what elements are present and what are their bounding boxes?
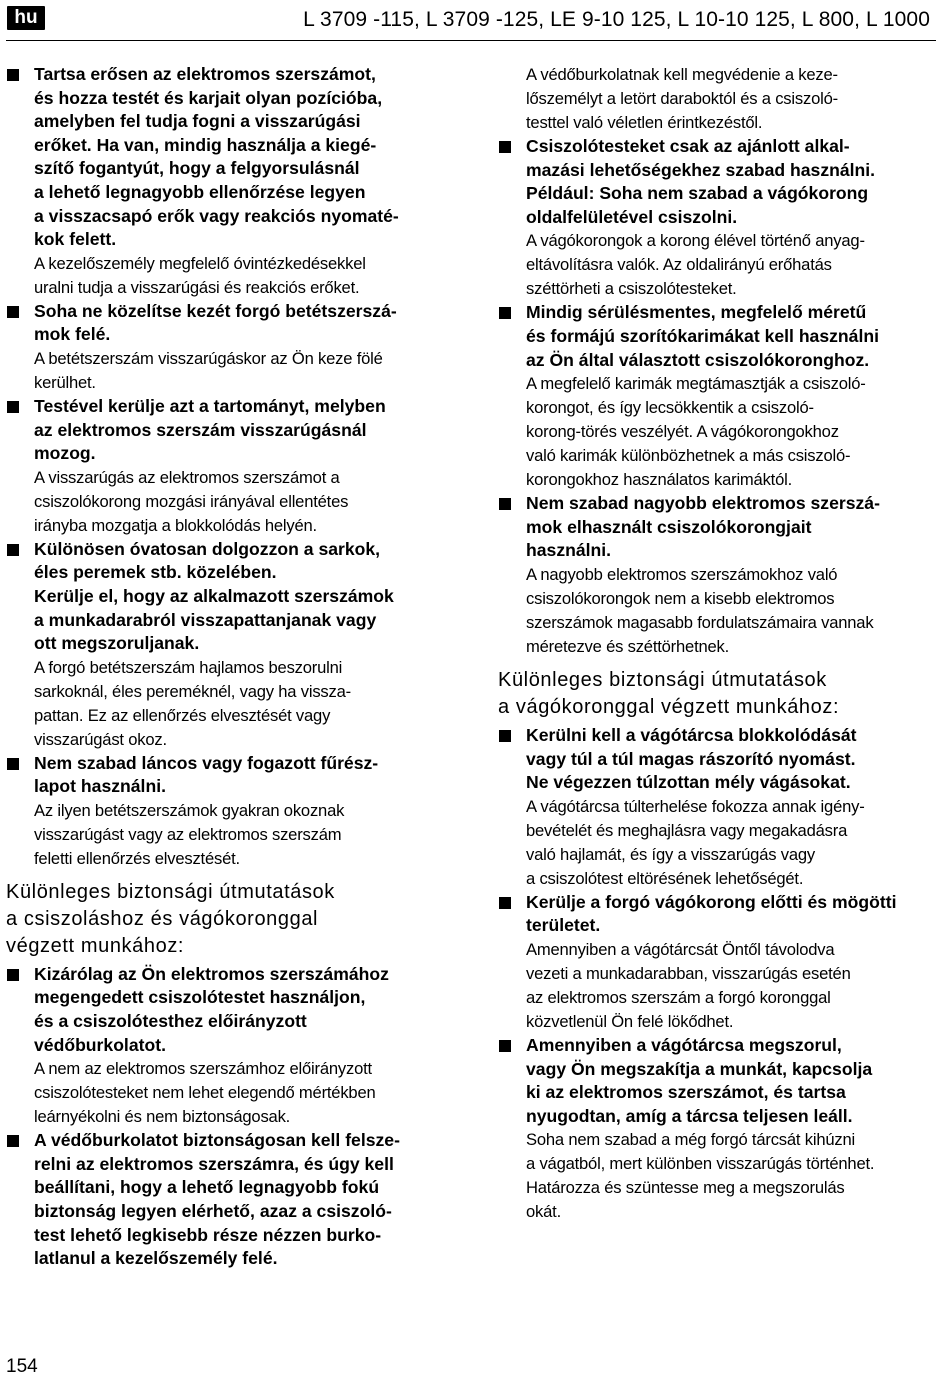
instruction-explanation-text: Amennyiben a vágótárcsát Öntől távolodva vezeti a munkadarabban, visszarúgás esetén az elektromos szerszám a forgó koronggal közvetlenül Ön felé lökődhet. bbox=[526, 939, 851, 1031]
square-bullet-icon bbox=[7, 544, 19, 556]
left-column bbox=[6, 63, 446, 1271]
safety-instruction-item bbox=[6, 1129, 446, 1271]
square-bullet-icon bbox=[499, 307, 511, 319]
square-bullet-icon bbox=[7, 969, 19, 981]
page-number: 154 bbox=[6, 1356, 38, 1377]
square-bullet-icon bbox=[7, 306, 19, 318]
safety-instruction-item bbox=[498, 1034, 938, 1224]
square-bullet-icon bbox=[7, 758, 19, 770]
square-bullet-icon bbox=[7, 69, 19, 81]
instruction-bold-text: Mindig sérülésmentes, megfelelő méretű és formájú szorítókarimákat kell használni az Ön által választott csiszolókoronghoz. bbox=[526, 302, 879, 370]
section-heading: Különleges biztonsági útmutatások a csiszoláshoz és vágókoronggal végzett munkához: bbox=[6, 880, 335, 957]
instruction-bold-text: Kerülni kell a vágótárcsa blokkolódását vagy túl a túl magas rászorító nyomást. Ne végezzen túlzottan mély vágásokat. bbox=[526, 724, 857, 793]
safety-instruction-item bbox=[498, 724, 938, 891]
instruction-explanation-text: Soha nem szabad a még forgó tárcsát kihúzni a vágatból, mert különben visszarúgás történhet. Határozza és szüntesse meg a megszorulás okát. bbox=[526, 1130, 875, 1222]
instruction-explanation-text: A visszarúgás az elektromos szerszámot a csiszolókorong mozgási irányával ellentétes irányba mozgatja a blokkolódás helyén. bbox=[34, 467, 349, 535]
safety-instruction-item bbox=[6, 63, 446, 300]
instruction-bold-text: Soha ne közelítse kezét forgó betétszerszá- mok felé. bbox=[34, 300, 397, 345]
instruction-bold-text: Csiszolótesteket csak az ajánlott alkal- mazási lehetőségekhez szabad használni. Például: Soha nem szabad a vágókorong oldalfelületével csiszolni. bbox=[526, 136, 876, 227]
square-bullet-icon bbox=[499, 498, 511, 510]
safety-instruction-item bbox=[6, 963, 446, 1129]
instruction-bold-text: Nem szabad láncos vagy fogazott fűrész- lapot használni. bbox=[34, 752, 379, 797]
safety-instruction-item bbox=[498, 891, 938, 1034]
square-bullet-icon bbox=[7, 1135, 19, 1147]
language-badge: hu bbox=[7, 6, 45, 30]
instruction-explanation-text: A betétszerszám visszarúgáskor az Ön keze fölé kerülhet. bbox=[34, 348, 383, 392]
instruction-explanation-text: A vágókorongok a korong élével történő anyag- eltávolításra valók. Az oldalirányú erőhatás széttörheti a csiszolótesteket. bbox=[526, 231, 865, 299]
square-bullet-icon bbox=[499, 897, 511, 909]
square-bullet-icon bbox=[499, 141, 511, 153]
square-bullet-icon bbox=[7, 401, 19, 413]
instruction-explanation-text: A nagyobb elektromos szerszámokhoz való csiszolókorongok nem a kisebb elektromos szerszámok magasabb fordulatszámaira vannak méretezve és széttörhetnek. bbox=[526, 564, 874, 656]
instruction-explanation-text: A kezelőszemély megfelelő óvintézkedésekkel uralni tudja a visszarúgási és reakciós erőket. bbox=[34, 253, 366, 297]
continued-text: A védőburkolatnak kell megvédenie a keze- lőszemélyt a letört daraboktól és a csiszoló- testtel való véletlen érintkezéstől. bbox=[526, 65, 838, 132]
square-bullet-icon bbox=[499, 730, 511, 742]
safety-instruction-item bbox=[498, 492, 938, 659]
instruction-explanation-text: A nem az elektromos szerszámhoz előirányzott csiszolótesteket nem lehet elegendő mértékben leárnyékolni és nem biztonságosak. bbox=[34, 1059, 376, 1127]
section-heading: Különleges biztonsági útmutatások a vágókoronggal végzett munkához: bbox=[498, 668, 840, 718]
instruction-bold-text: Nem szabad nagyobb elektromos szerszá- mok elhasznált csiszolókorongjait használni. bbox=[526, 493, 880, 561]
instruction-bold-text: Különösen óvatosan dolgozzon a sarkok, éles peremek stb. közelében. Kerülje el, hogy az alkalmazott szerszámok a munkadarabról visszapattanjanak vagy ott megszoruljanak. bbox=[34, 538, 394, 654]
instruction-bold-text: A védőburkolatot biztonságosan kell felsze- relni az elektromos szerszámra, és úgy kell beállítani, hogy a lehető legnagyobb fokú biztonság legyen elérhető, azaz a csiszoló- test lehető legkisebb része nézzen burko- latlanul a kezelőszemély felé. bbox=[34, 1130, 400, 1269]
safety-instruction-item bbox=[498, 301, 938, 492]
instruction-bold-text: Tartsa erősen az elektromos szerszámot, és hozza testét és karjait olyan pozícióba, amelyben fel tudja fogni a visszarúgási erőket. Ha van, mindig használja a kiegé- szítő fogantyút, hogy a felgyorsulásnál a lehető legnagyobb ellenőrzése legyen a visszacsapó erők vagy reakciós nyomaté- kok felett. bbox=[34, 64, 399, 250]
instruction-explanation-text: A vágótárcsa túlterhelése fokozza annak igény- bevételét és meghajlásra vagy megakadásra való hajlamát, és így a visszarúgás vagy a csiszolótest eltörésének lehetőségét. bbox=[526, 796, 865, 888]
instruction-bold-text: Kizárólag az Ön elektromos szerszámához megengedett csiszolótestet használjon, és a csiszolótesthez előirányzott védőburkolatot. bbox=[34, 963, 389, 1055]
safety-instruction-item bbox=[498, 135, 938, 301]
instruction-bold-text: Amennyiben a vágótárcsa megszorul, vagy Ön megszakítja a munkát, kapcsolja ki az elektromos szerszámot, és tartsa nyugodtan, amíg a tárcsa teljesen leáll. bbox=[526, 1034, 873, 1126]
right-column bbox=[498, 63, 938, 1224]
instruction-explanation-text: A megfelelő karimák megtámasztják a csiszoló- korongot, és így lecsökkentik a csiszoló- korong-törés veszélyét. A vágókorongokhoz való karimák különbözhetnek a más csiszoló- korongokhoz használatos karimáktól. bbox=[526, 374, 866, 490]
safety-instruction-item bbox=[6, 395, 446, 538]
instruction-explanation-text: Az ilyen betétszerszámok gyakran okoznak visszarúgást vagy az elektromos szerszám feletti ellenőrzés elvesztését. bbox=[34, 800, 345, 868]
header-rule bbox=[6, 40, 936, 41]
square-bullet-icon bbox=[499, 1040, 511, 1052]
safety-instruction-item bbox=[6, 752, 446, 871]
instruction-explanation-text: A forgó betétszerszám hajlamos beszorulni sarkoknál, éles pereméknél, vagy ha vissza- pattan. Ez az ellenőrzés elvesztését vagy visszarúgást okoz. bbox=[34, 657, 351, 749]
safety-instruction-item bbox=[6, 538, 446, 752]
safety-instruction-item bbox=[6, 300, 446, 395]
document-header-models: L 3709 -115, L 3709 -125, LE 9-10 125, L 10-10 125, L 800, L 1000 bbox=[303, 8, 930, 31]
instruction-bold-text: Kerülje a forgó vágókorong előtti és mögötti területet. bbox=[526, 891, 897, 936]
instruction-bold-text: Testével kerülje azt a tartományt, melyben az elektromos szerszám visszarúgásnál mozog. bbox=[34, 395, 386, 464]
